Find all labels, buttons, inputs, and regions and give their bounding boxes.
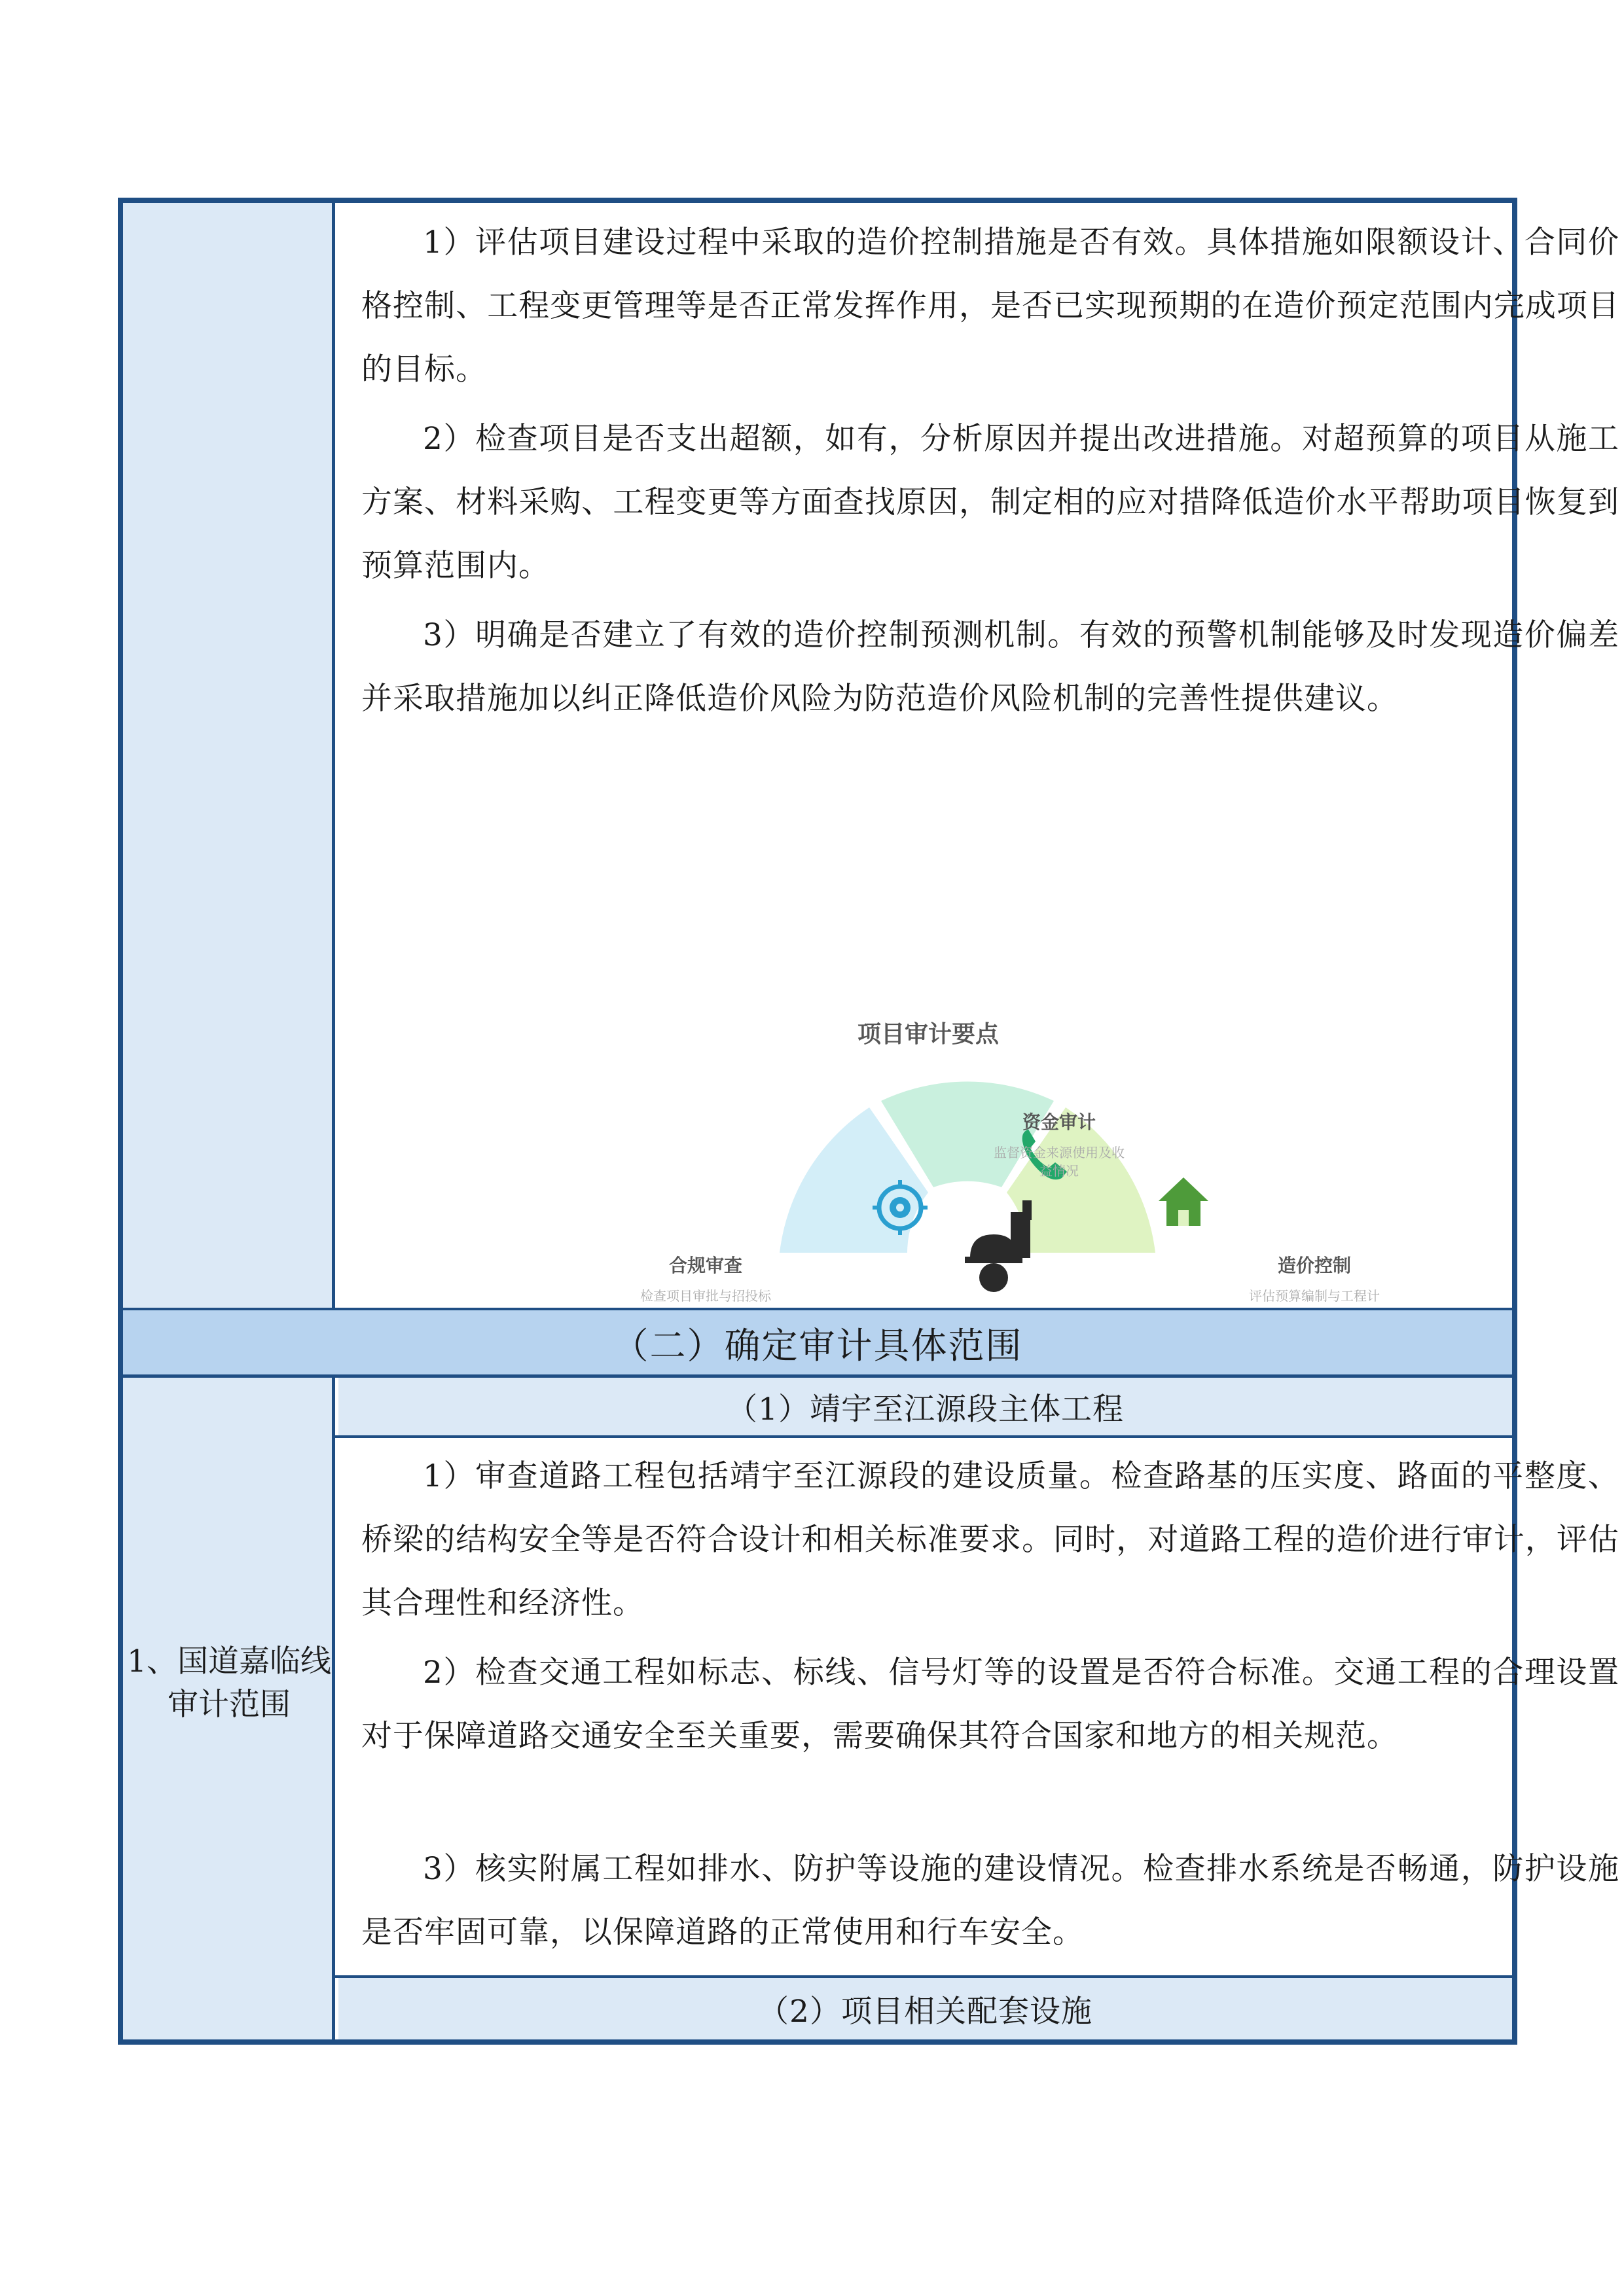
worker-icon [965,1200,1032,1292]
scope-label: 1、国道嘉临线审计范围 [127,1643,331,1723]
audit-points-figure [496,800,1380,1304]
paragraph-1: 1）评估项目建设过程中采取的造价控制措施是否有效。具体措施如限额设计、合同价格控制、工程变更管理等是否正常发挥作用，是否已实现预期的在造价预定范围内完成项目的目标。 [361,224,1619,387]
top-segment-desc-1: 监督资金来源使用及收 [994,1145,1125,1160]
divider [335,1435,1512,1438]
paragraph-2: 2）检查项目是否支出超额，如有，分析原因并提出改进措施。对超预算的项目从施工方案、材料采购、工程变更等方面查找原因，制定相的应对措降低造价水平帮助项目恢复到预算范围内。 [361,421,1619,584]
audit-table [118,198,1619,2045]
house-icon [1159,1177,1208,1226]
top-segment-desc-2: 益情况 [1039,1163,1079,1179]
subsection-title-1: （1）靖宇至江源段主体工程 [338,1378,1512,1435]
paragraph-6: 3）核实附属工程如排水、防护等设施的建设情况。检查排水系统是否畅通，防护设施是否牢固可靠，以保障道路的正常使用和行车安全。 [361,1851,1619,1950]
left-segment-desc-1: 检查项目审批与招投标 [640,1288,771,1304]
paragraph-5: 2）检查交通工程如标志、标线、信号灯等的设置是否符合标准。交通工程的合理设置对于保障道路交通安全至关重要，需要确保其符合国家和地方的相关规范。 [361,1655,1619,1754]
subsection-title-2: （2）项目相关配套设施 [338,1978,1512,2039]
right-segment-label: 造价控制 [1277,1255,1352,1276]
figure-title: 项目审计要点 [857,1021,1000,1048]
left-segment-label: 合规审查 [668,1255,743,1276]
right-segment-desc-1: 评估预算编制与工程计 [1249,1288,1380,1304]
left-column-cell-top [123,203,335,1310]
paragraph-3: 3）明确是否建立了有效的造价控制预测机制。有效的预警机制能够及时发现造价偏差并采取措施加以纠正降低造价风险为防范造价风险机制的完善性提供建议。 [361,617,1619,717]
section-title: （二）确定审计具体范围 [123,1310,1512,1374]
top-segment-label: 资金审计 [1022,1111,1096,1133]
paragraph-4: 1）审查道路工程包括靖宇至江源段的建设质量。检查路基的压实度、路面的平整度、桥梁的结构安全等是否符合设计和相关标准要求。同时，对道路工程的造价进行审计，评估其合理性和经济性。 [361,1458,1619,1621]
